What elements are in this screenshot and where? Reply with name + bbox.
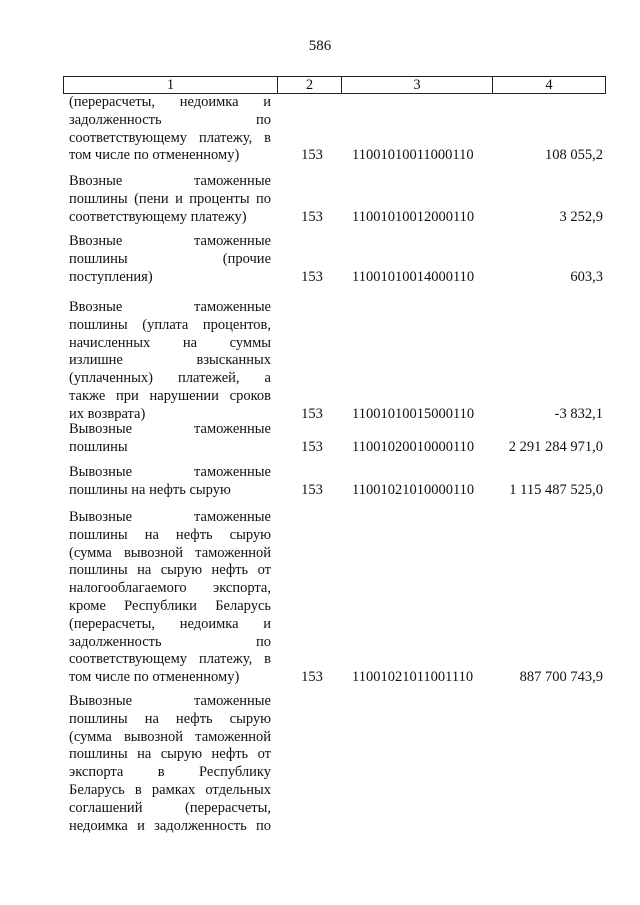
row-description-line: соглашений (перерасчеты,: [69, 799, 271, 816]
row-description-line: соответствующему платежу, в: [69, 129, 271, 146]
row-description-line: недоимка и задолженность по: [69, 817, 271, 834]
row-description: [69, 299, 271, 424]
row-description-line: экспорта в Республику: [69, 764, 271, 781]
row-description-line: также при нарушении сроков: [69, 387, 271, 404]
table-row: [0, 421, 640, 457]
row-description-line: излишне взысканных: [69, 352, 271, 369]
row-description-line: том числе по отмененному): [69, 669, 240, 686]
table-row: [0, 94, 640, 165]
row-description-line: пошлины (пени и проценты по: [69, 190, 271, 207]
row-description-line: Вывозные таможенные: [69, 421, 271, 437]
row-admin-code: 153: [301, 481, 323, 498]
row-description-line: (уплаченных) платежей, а: [69, 370, 271, 387]
row-description-line: пошлины на сырую нефть от: [69, 562, 271, 579]
row-description: [69, 464, 271, 500]
column-header-3: 3: [342, 77, 493, 94]
column-header-1: 1: [64, 77, 278, 94]
column-header-4: 4: [493, 77, 606, 94]
row-kbk-code: 11001010011000110: [352, 147, 474, 164]
row-amount: 887 700 743,9: [519, 669, 603, 686]
row-admin-code: 153: [301, 405, 323, 422]
row-kbk-code: 11001020010000110: [352, 438, 475, 455]
row-admin-code: 153: [301, 438, 323, 455]
row-description-line: соответствующему платежу): [69, 208, 247, 225]
row-description-line: поступления): [69, 268, 153, 285]
row-description-line: соответствующему платежу, в: [69, 651, 271, 668]
table-row: [0, 299, 640, 424]
row-description-line: налогооблагаемого экспорта,: [69, 580, 271, 597]
page-number: 586: [308, 38, 332, 54]
row-description-line: Ввозные таможенные: [69, 299, 271, 315]
row-description-line: пошлины (уплата процентов,: [69, 316, 271, 333]
row-description-line: пошлины на нефть сырую: [69, 481, 231, 498]
row-amount: 603,3: [570, 268, 603, 285]
row-description-line: (сумма вывозной таможенной: [69, 728, 271, 745]
row-description-line: пошлины на нефть сырую: [69, 710, 271, 727]
row-description-line: пошлины (прочие: [69, 250, 271, 267]
row-description-line: (сумма вывозной таможенной: [69, 544, 271, 561]
table-row: [0, 693, 640, 835]
column-header-2: 2: [278, 77, 342, 94]
row-kbk-code: 11001010014000110: [352, 268, 475, 285]
row-amount: -3 832,1: [554, 405, 603, 422]
row-description-line: задолженность по: [69, 633, 271, 650]
row-description-line: (перерасчеты, недоимка и: [69, 615, 271, 632]
row-description-line: Вывозные таможенные: [69, 693, 271, 709]
column-header-row: [64, 77, 606, 94]
row-amount: 1 115 487 525,0: [509, 481, 603, 498]
table-row: [0, 173, 640, 226]
row-admin-code: 153: [301, 669, 323, 686]
row-description-line: Ввозные таможенные: [69, 233, 271, 249]
row-description: [69, 173, 271, 226]
table-row: [0, 509, 640, 687]
row-kbk-code: 11001021011001110: [352, 669, 474, 686]
row-description-line: том числе по отмененному): [69, 147, 240, 164]
row-description-line: начисленных на суммы: [69, 334, 271, 351]
row-description: [69, 421, 271, 457]
table-row: [0, 233, 640, 286]
row-description-line: (перерасчеты, недоимка и: [69, 94, 271, 110]
row-description-line: задолженность по: [69, 111, 271, 128]
row-kbk-code: 11001021010000110: [352, 481, 475, 498]
row-amount: 108 055,2: [545, 147, 603, 164]
row-description: [69, 233, 271, 286]
row-amount: 2 291 284 971,0: [508, 438, 603, 455]
row-description-line: Вывозные таможенные: [69, 464, 271, 480]
row-description: [69, 693, 271, 835]
column-header-table: [63, 76, 606, 94]
row-description-line: Беларусь в рамках отдельных: [69, 781, 271, 798]
row-admin-code: 153: [301, 208, 323, 225]
row-admin-code: 153: [301, 268, 323, 285]
row-description: [69, 94, 271, 165]
row-description-line: пошлины: [69, 438, 128, 455]
row-description: [69, 509, 271, 687]
row-amount: 3 252,9: [559, 208, 603, 225]
row-description-line: кроме Республики Беларусь: [69, 597, 271, 614]
table-row: [0, 464, 640, 500]
row-description-line: пошлины на сырую нефть от: [69, 746, 271, 763]
row-description-line: их возврата): [69, 405, 146, 422]
row-description-line: Ввозные таможенные: [69, 173, 271, 189]
row-kbk-code: 11001010015000110: [352, 405, 475, 422]
row-description-line: Вывозные таможенные: [69, 509, 271, 525]
row-description-line: пошлины на нефть сырую: [69, 526, 271, 543]
row-admin-code: 153: [301, 147, 323, 164]
row-kbk-code: 11001010012000110: [352, 208, 475, 225]
